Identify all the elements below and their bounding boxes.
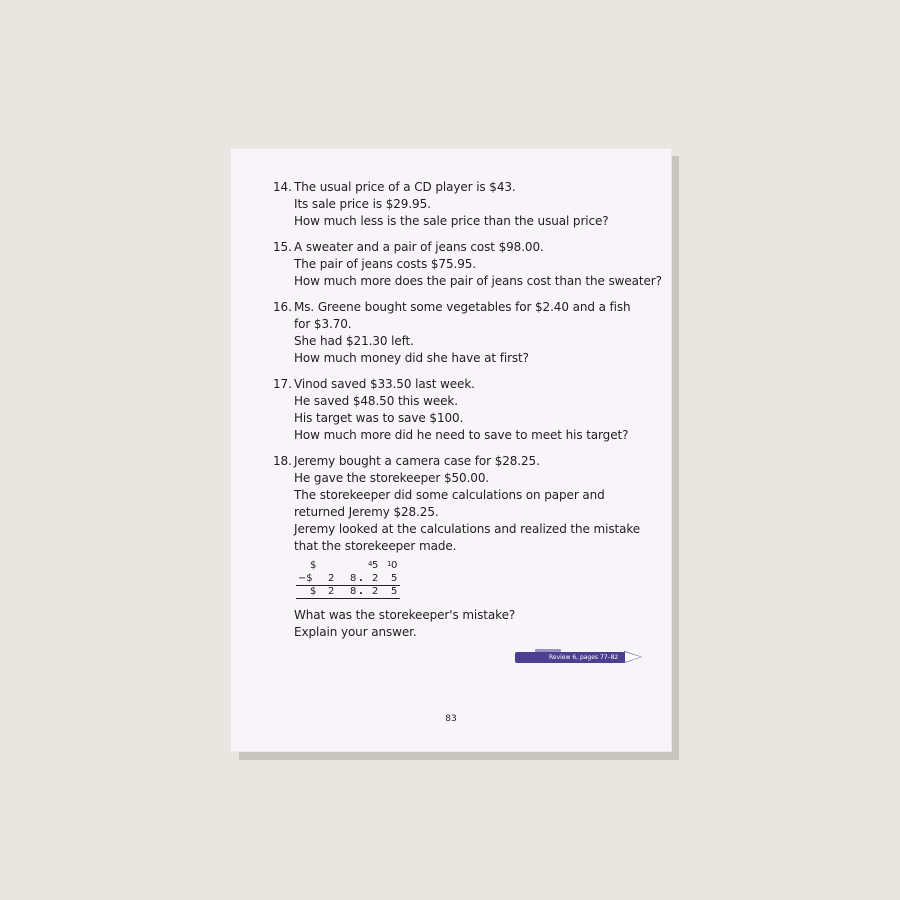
- page-number: 83: [445, 714, 457, 724]
- question-line: Jeremy bought a camera case for $28.25.: [294, 454, 540, 468]
- question-line: Explain your answer.: [294, 625, 417, 639]
- question-line: for $3.70.: [294, 317, 352, 331]
- calc-borrow-digit: 1: [387, 560, 392, 568]
- calc-digit: 8: [350, 586, 357, 597]
- calc-digit: 5: [391, 573, 398, 584]
- question-line: He gave the storekeeper $50.00.: [294, 471, 490, 485]
- calc-digit: 8: [350, 573, 357, 584]
- question-line: The storekeeper did some calculations on paper and returned Jeremy $28.25.: [294, 488, 605, 519]
- question-line: The pair of jeans costs $75.95.: [294, 257, 476, 271]
- question-line: She had $21.30 left.: [294, 334, 414, 348]
- calc-digit: 2: [328, 586, 335, 597]
- calc-minus-dollar: −$: [298, 573, 313, 584]
- question-line: How much money did she have at first?: [294, 351, 529, 365]
- calc-decimal-point: .: [359, 586, 363, 597]
- question-line: Ms. Greene bought some vegetables for $2.40 and a fish: [294, 300, 631, 314]
- calc-dollar-sign: $: [310, 586, 317, 597]
- question-15: [273, 239, 662, 290]
- question-line: How much more does the pair of jeans cost than the sweater?: [294, 274, 662, 288]
- question-number: 14.: [273, 180, 292, 194]
- calc-rule-line: [296, 598, 400, 599]
- question-line: Its sale price is $29.95.: [294, 197, 431, 211]
- question-line: The usual price of a CD player is $43.: [294, 180, 516, 194]
- question-line: How much less is the sale price than the usual price?: [294, 214, 609, 228]
- question-number: 18.: [273, 454, 292, 468]
- question-line: A sweater and a pair of jeans cost $98.00.: [294, 240, 544, 254]
- question-16: [273, 299, 653, 367]
- question-number: 16.: [273, 300, 292, 314]
- workbook-page: [230, 148, 672, 752]
- question-line: How much more did he need to save to meet his target?: [294, 428, 629, 442]
- calc-dollar-sign: $: [310, 560, 317, 571]
- review-reference-label: Review 6, pages 77–82: [549, 654, 619, 661]
- review-pencil-icon: [515, 651, 643, 665]
- calc-digit: 2: [328, 573, 335, 584]
- calc-digit: 2: [372, 573, 379, 584]
- question-14: [273, 179, 653, 230]
- calc-digit: 5: [391, 586, 398, 597]
- question-line: Vinod saved $33.50 last week.: [294, 377, 475, 391]
- pencil-tip: [625, 652, 641, 662]
- question-number: 15.: [273, 240, 292, 254]
- calc-digit: 2: [372, 586, 379, 597]
- questions-content: [273, 179, 662, 650]
- question-line: He saved $48.50 this week.: [294, 394, 458, 408]
- calc-decimal-point: .: [359, 573, 363, 584]
- calc-digit: 5: [372, 560, 379, 571]
- question-17: [273, 376, 653, 444]
- question-line: His target was to save $100.: [294, 411, 464, 425]
- calc-borrow-digit: 4: [368, 560, 373, 568]
- question-18-followup: [294, 607, 653, 641]
- question-line: What was the storekeeper's mistake?: [294, 608, 516, 622]
- subtraction-calculation: [296, 559, 400, 599]
- question-number: 17.: [273, 377, 292, 391]
- calc-digit: 0: [391, 560, 398, 571]
- question-line: Jeremy looked at the calculations and realized the mistake that the storekeeper made.: [294, 522, 641, 553]
- question-18: [273, 453, 653, 641]
